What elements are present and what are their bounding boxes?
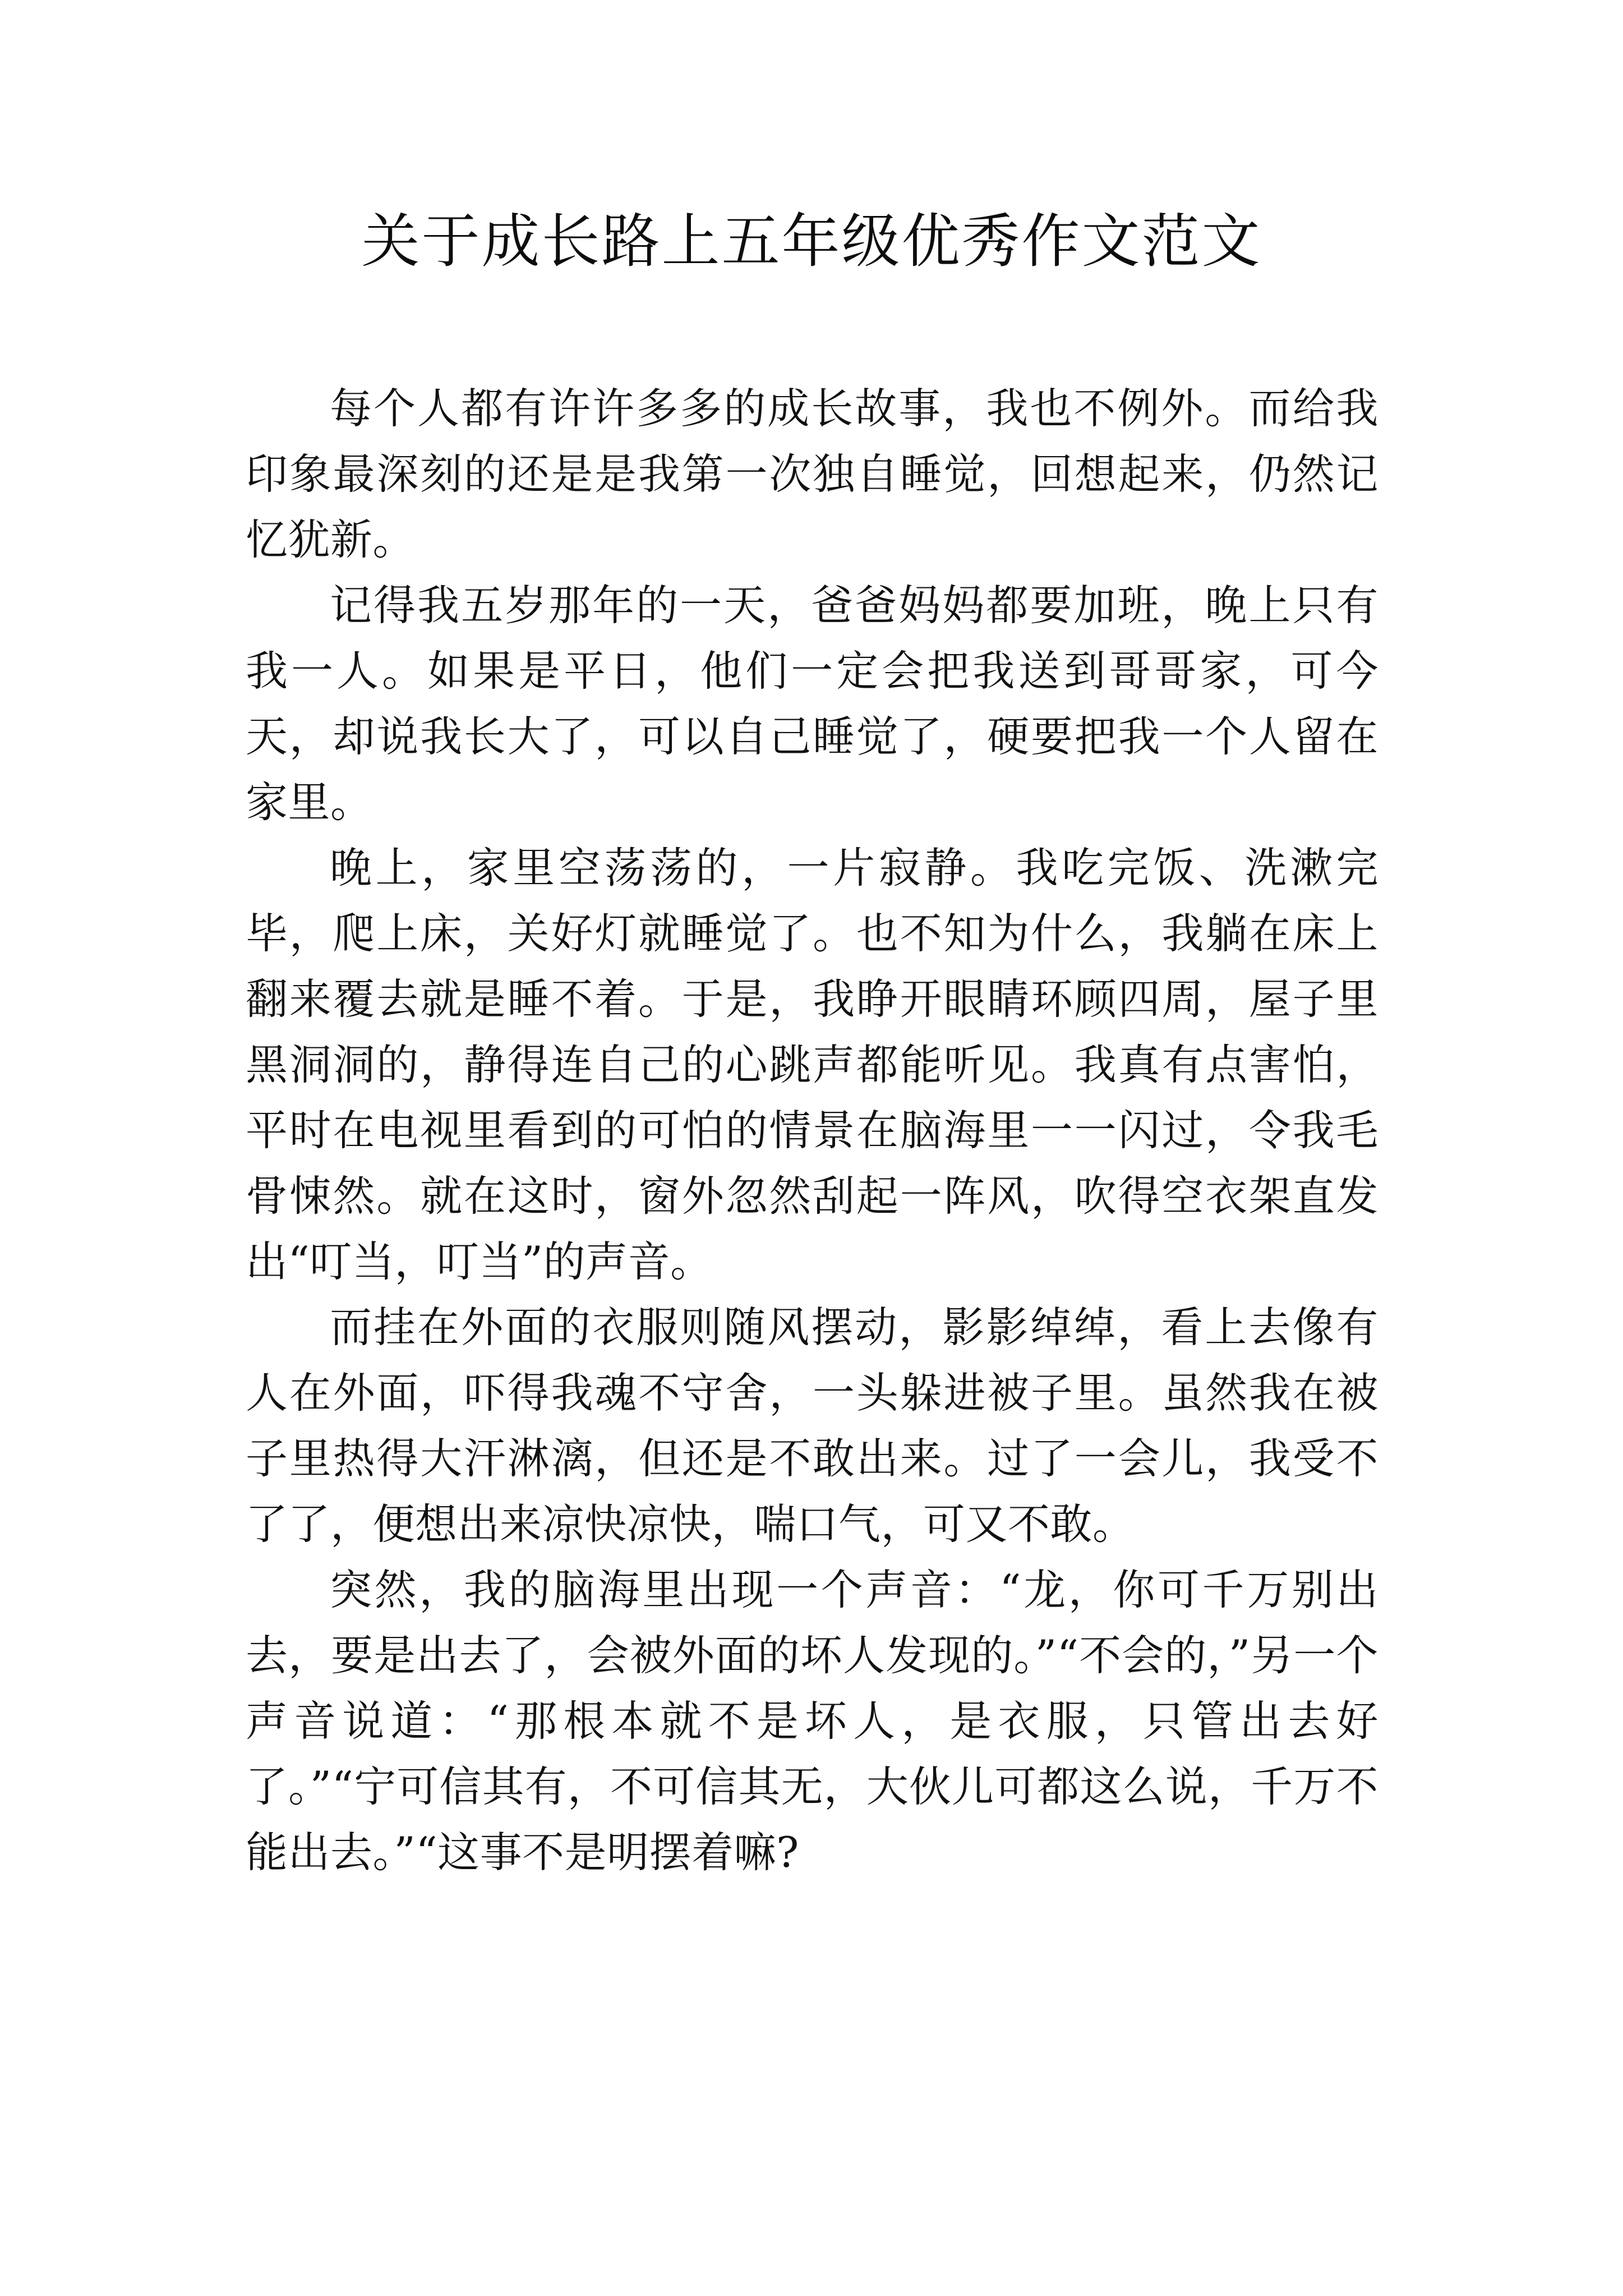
- document-title: 关于成长路上五年级优秀作文范文: [361, 207, 1262, 275]
- paragraph-3: 晚上，家里空荡荡的，一片寂静。我吃完饭、洗漱完毕，爬上床，关好灯就睡觉了。也不知为什么，我躺在床上翻来覆去就是睡不着。于是，我睁开眼睛环顾四周，屋子里黑洞洞的，静得连自己的心跳声都能听见。我真有点害怕，平时在电视里看到的可怕的情景在脑海里一一闪过，令我毛骨悚然。就在这时，窗外忽然刮起一阵风，吹得空衣架直发出“叮当，叮当”的声音。: [246, 843, 1378, 1286]
- paragraph-2: 记得我五岁那年的一天，爸爸妈妈都要加班，晚上只有我一人。如果是平日，他们一定会把我送到哥哥家，可今天，却说我长大了，可以自己睡觉了，硬要把我一个人留在家里。: [246, 581, 1378, 827]
- paragraph-1: 每个人都有许许多多的成长故事，我也不例外。而给我印象最深刻的还是是我第一次独自睡觉，回想起来，仍然记忆犹新。: [246, 384, 1378, 564]
- document-body: [246, 376, 1378, 1885]
- paragraph-4: 而挂在外面的衣服则随风摆动，影影绰绰，看上去像有人在外面，吓得我魂不守舍，一头躲进被子里。虽然我在被子里热得大汗淋漓，但还是不敢出来。过了一会儿，我受不了了，便想出来凉快凉快，喘口气，可又不敢。: [246, 1303, 1378, 1549]
- paragraph-5: 突然，我的脑海里出现一个声音：“龙，你可千万别出去，要是出去了，会被外面的坏人发现的。”“不会的，”另一个声音说道：“那根本就不是坏人，是衣服，只管出去好了。”“宁可信其有，不可信其无，大伙儿可都这么说，千万不能出去。”“这事不是明摆着嘛?: [246, 1565, 1378, 1877]
